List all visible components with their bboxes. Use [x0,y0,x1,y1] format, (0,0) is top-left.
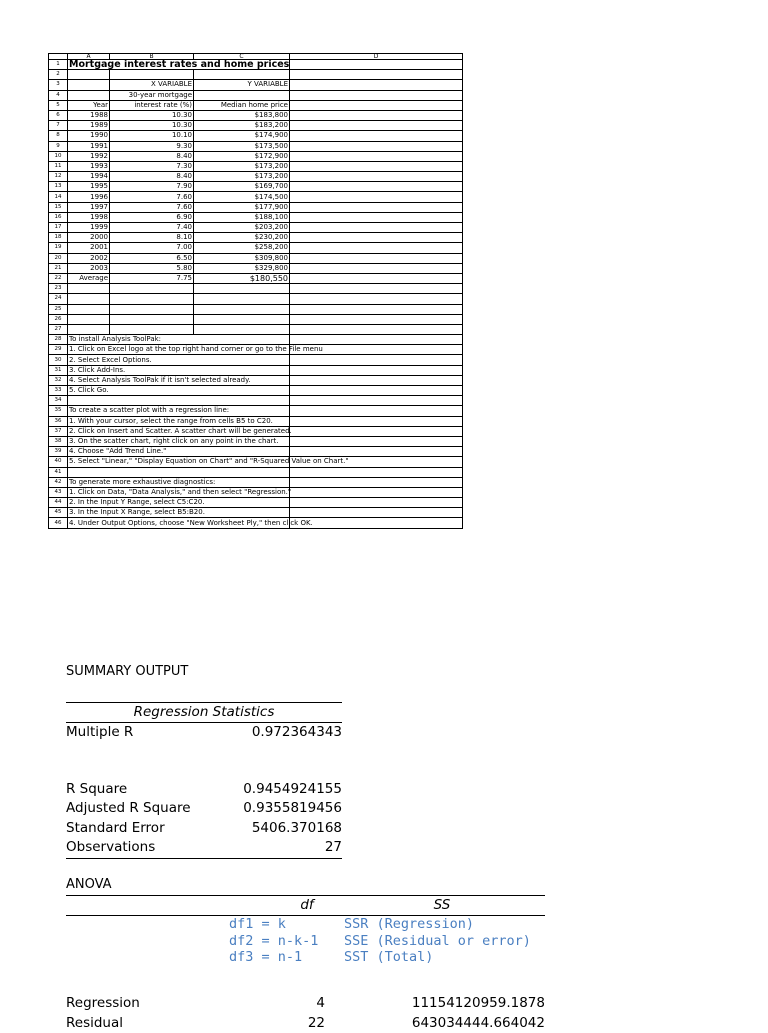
cell[interactable] [110,314,194,324]
instruction-row [49,335,463,345]
cell[interactable] [290,80,463,90]
price-cell[interactable]: $172,900 [194,151,290,161]
instruction-row [49,508,463,518]
cell[interactable] [194,284,290,294]
x-variable-label[interactable]: X VARIABLE [110,80,194,90]
cell[interactable] [290,314,463,324]
row-number: 43 [49,487,68,497]
sheet-row [49,324,463,334]
cell[interactable] [68,314,110,324]
row-number: 13 [49,182,68,192]
rate-cell[interactable]: 9.30 [110,141,194,151]
rate-cell[interactable]: 10.10 [110,131,194,141]
data-row [49,202,463,212]
cell[interactable] [194,294,290,304]
cell[interactable] [290,447,463,457]
row-number: 44 [49,498,68,508]
data-row [49,161,463,171]
cell[interactable] [290,263,463,273]
price-cell[interactable]: $173,200 [194,172,290,182]
cell[interactable] [290,202,463,212]
cell[interactable] [290,151,463,161]
stat-row-r-square [66,780,342,800]
row-number: 4 [49,90,68,100]
stat-label: Multiple R [66,724,134,740]
instruction-row [49,467,463,477]
column-header-b[interactable]: B [110,54,194,60]
average-row [49,273,463,283]
row-number: 1 [49,60,68,70]
instruction-text[interactable]: To create a scatter plot with a regression line: [68,406,290,416]
data-row [49,131,463,141]
cell[interactable] [110,284,194,294]
legend-ss: SST (Total) [344,949,434,965]
rate-cell[interactable]: 7.90 [110,182,194,192]
cell[interactable] [290,273,463,283]
instruction-row [49,436,463,446]
rate-cell[interactable]: 8.10 [110,233,194,243]
instruction-row [49,477,463,487]
price-cell[interactable]: $203,200 [194,223,290,233]
instruction-text[interactable]: 1. With your cursor, select the range from cells B5 to C20. [68,416,290,426]
rate-cell[interactable]: 7.60 [110,192,194,202]
column-header-a[interactable]: A [68,54,110,60]
cell[interactable] [290,365,463,375]
sheet-row [49,304,463,314]
row-number: 37 [49,426,68,436]
cell[interactable] [194,90,290,100]
row-number: 11 [49,161,68,171]
spacer [66,743,342,780]
cell[interactable] [68,324,110,334]
instruction-text[interactable]: To install Analysis ToolPak: [68,335,290,345]
rate-cell[interactable]: 7.00 [110,243,194,253]
price-cell[interactable]: $183,200 [194,121,290,131]
data-row [49,253,463,263]
y-variable-label[interactable]: Y VARIABLE [194,80,290,90]
regression-statistics-header: Regression Statistics [66,702,342,723]
legend-df: df1 = k [229,916,286,932]
cell[interactable] [290,498,463,508]
anova-row-label: Residual [66,1014,124,1031]
cell[interactable] [290,518,463,528]
row-number: 14 [49,192,68,202]
legend-df: df3 = n-1 [229,949,303,965]
data-row [49,182,463,192]
cell[interactable] [290,406,463,416]
stat-row-observations [66,838,342,859]
stat-value: 0.9454924155 [243,780,342,797]
anova-row-df: 4 [316,994,325,1011]
price-cell[interactable]: $173,200 [194,161,290,171]
row-number: 20 [49,253,68,263]
year-cell[interactable]: 2002 [68,253,110,263]
row-number: 46 [49,518,68,528]
instruction-row [49,406,463,416]
instruction-text[interactable]: 1. Click on Data, "Data Analysis," and then select "Regression." [69,487,292,496]
row-number: 7 [49,121,68,131]
anova-row-regression [66,993,545,1013]
sheet-title[interactable]: Mortgage interest rates and home prices [69,59,290,71]
price-header[interactable]: Median home price [194,100,290,110]
data-row [49,141,463,151]
rate-header-line2[interactable]: interest rate (%) [110,100,194,110]
year-cell[interactable]: 1989 [68,121,110,131]
data-row [49,212,463,222]
data-row [49,172,463,182]
instruction-row [49,365,463,375]
row-number: 22 [49,273,68,283]
legend-ss: SSR (Regression) [344,916,475,932]
stat-row-adjusted-r-square [66,799,342,819]
average-price[interactable]: $180,550 [194,273,290,283]
instruction-row [49,457,463,467]
data-row [49,121,463,131]
row-number: 40 [49,457,68,467]
spreadsheet-grid [48,53,463,529]
instruction-text[interactable]: 5. Select "Linear," "Display Equation on Chart" and "R-Squared Value on Chart." [69,457,349,466]
year-cell[interactable]: 1999 [68,223,110,233]
instruction-text[interactable]: 1. Click on Excel logo at the top right hand corner or go to the File menu [69,345,323,354]
instruction-text[interactable]: 2. Select Excel Options. [68,355,290,365]
anova-row-ss: 643034444.664042 [411,1014,545,1031]
data-row [49,243,463,253]
cell[interactable] [290,70,463,80]
anova-table [66,895,545,1033]
row-number: 29 [49,345,68,355]
year-cell[interactable]: 2000 [68,233,110,243]
cell[interactable] [68,90,110,100]
cell[interactable] [290,294,463,304]
sheet-row [49,314,463,324]
cell[interactable] [290,436,463,446]
legend-df: df2 = n-k-1 [229,932,319,949]
cell[interactable] [110,324,194,334]
price-cell[interactable]: $188,100 [194,212,290,222]
instruction-row [49,375,463,385]
data-row [49,233,463,243]
price-cell[interactable]: $258,200 [194,243,290,253]
row-number: 16 [49,212,68,222]
cell[interactable] [194,304,290,314]
price-cell[interactable]: $230,200 [194,233,290,243]
row-number: 23 [49,284,68,294]
rate-cell[interactable]: 7.60 [110,202,194,212]
stat-label: Adjusted R Square [66,800,191,816]
legend-row [66,949,545,966]
cell[interactable] [290,192,463,202]
cell[interactable] [290,223,463,233]
cell[interactable] [290,375,463,385]
stat-value: 0.9355819456 [243,800,342,816]
sheet-row [49,100,463,110]
cell[interactable] [290,284,463,294]
instruction-row [49,416,463,426]
cell[interactable] [290,60,463,70]
row-number: 5 [49,100,68,110]
row-number: 10 [49,151,68,161]
instruction-text[interactable]: 2. In the Input Y Range, select C5:C20. [68,498,290,508]
year-cell[interactable]: 1997 [68,202,110,212]
year-cell[interactable]: 1998 [68,212,110,222]
instruction-text[interactable]: 4. Under Output Options, choose "New Worksheet Ply," then click OK. [69,518,313,527]
legend-row [66,916,545,933]
cell[interactable] [110,294,194,304]
cell[interactable] [290,467,463,477]
year-header[interactable]: Year [68,100,110,110]
price-cell[interactable]: $177,900 [194,202,290,212]
data-row [49,223,463,233]
cell[interactable] [290,335,463,345]
average-label[interactable]: Average [68,273,110,283]
row-number: 8 [49,131,68,141]
row-number: 30 [49,355,68,365]
stat-row-multiple-r [66,723,342,743]
data-row [49,192,463,202]
row-number: 41 [49,467,68,477]
row-number: 36 [49,416,68,426]
cell[interactable] [290,487,463,497]
row-number: 6 [49,110,68,120]
rate-cell[interactable]: 6.90 [110,212,194,222]
instruction-text[interactable]: 4. Select Analysis ToolPak if it isn't selected already. [68,375,290,385]
cell[interactable] [290,253,463,263]
cell[interactable] [290,182,463,192]
row-number: 38 [49,436,68,446]
anova-header [66,895,545,916]
instruction-row [49,447,463,457]
df-header: df [300,897,314,913]
rate-cell[interactable]: 10.30 [110,110,194,120]
instruction-row [49,355,463,365]
row-number: 32 [49,375,68,385]
row-number: 15 [49,202,68,212]
cell[interactable] [290,233,463,243]
row-number: 12 [49,172,68,182]
row-number: 26 [49,314,68,324]
spreadsheet [48,53,462,529]
row-number: 42 [49,477,68,487]
row-number: 34 [49,396,68,406]
year-cell[interactable]: 1996 [68,192,110,202]
spreadsheet-body [49,60,463,529]
year-cell[interactable]: 1993 [68,161,110,171]
rate-cell[interactable]: 8.40 [110,172,194,182]
year-cell[interactable]: 1995 [68,182,110,192]
cell[interactable] [110,70,194,80]
data-row [49,151,463,161]
year-cell[interactable]: 1994 [68,172,110,182]
sheet-row [49,80,463,90]
cell[interactable] [290,396,463,406]
sheet-row [49,60,463,70]
cell[interactable] [194,314,290,324]
cell[interactable] [290,243,463,253]
instruction-text[interactable] [68,396,290,406]
row-number: 24 [49,294,68,304]
row-number: 18 [49,233,68,243]
year-cell[interactable]: 1991 [68,141,110,151]
average-rate[interactable]: 7.75 [110,273,194,283]
cell[interactable] [290,355,463,365]
regression-statistics-table [66,702,342,859]
cell[interactable] [290,386,463,396]
year-cell[interactable]: 1992 [68,151,110,161]
rate-cell[interactable]: 8.40 [110,151,194,161]
row-number: 45 [49,508,68,518]
rate-cell[interactable]: 7.30 [110,161,194,171]
data-row [49,110,463,120]
price-cell[interactable]: $174,500 [194,192,290,202]
rate-cell[interactable]: 5.80 [110,263,194,273]
cell[interactable] [290,426,463,436]
cell[interactable] [194,70,290,80]
year-cell[interactable]: 2003 [68,263,110,273]
price-cell[interactable]: $169,700 [194,182,290,192]
summary-output-title: SUMMARY OUTPUT [66,664,189,679]
instruction-row [49,426,463,436]
sheet-row [49,284,463,294]
stat-label: R Square [66,780,128,797]
sheet-row [49,90,463,100]
cell[interactable] [290,477,463,487]
year-cell[interactable]: 2001 [68,243,110,253]
instruction-text[interactable]: 3. Click Add-Ins. [68,365,290,375]
spacer [66,966,545,993]
stat-value: 27 [324,839,342,855]
row-number: 25 [49,304,68,314]
row-number: 9 [49,141,68,151]
instruction-text[interactable] [68,467,290,477]
price-cell[interactable]: $174,900 [194,131,290,141]
cell[interactable] [110,304,194,314]
stat-label: Observations [66,839,156,855]
cell[interactable] [290,416,463,426]
price-cell[interactable]: $329,800 [194,263,290,273]
cell[interactable] [290,324,463,334]
sheet-row [49,294,463,304]
anova-row-df: 22 [307,1014,325,1031]
cell[interactable] [290,304,463,314]
cell[interactable] [68,80,110,90]
cell[interactable] [290,212,463,222]
rate-cell[interactable]: 10.30 [110,121,194,131]
stat-value: 5406.370168 [251,819,342,836]
row-number: 39 [49,447,68,457]
instruction-text[interactable]: To generate more exhaustive diagnostics: [68,477,290,487]
cell[interactable] [290,141,463,151]
instruction-text[interactable]: 4. Choose "Add Trend Line." [68,447,290,457]
row-number: 27 [49,324,68,334]
stat-label: Standard Error [66,819,165,836]
anova-row-label: Regression [66,994,140,1011]
row-number: 28 [49,335,68,345]
instruction-row [49,396,463,406]
sheet-row [49,70,463,80]
rate-cell[interactable]: 7.40 [110,223,194,233]
instruction-row [49,487,463,497]
instruction-text[interactable]: 5. Click Go. [68,386,290,396]
instruction-row [49,386,463,396]
stat-row-standard-error [66,819,342,839]
cell[interactable] [290,100,463,110]
cell[interactable] [194,324,290,334]
cell[interactable] [290,131,463,141]
rate-header-line1[interactable]: 30-year mortgage [110,90,194,100]
cell[interactable] [290,90,463,100]
cell[interactable] [290,172,463,182]
anova-row-residual [66,1013,545,1033]
column-header-d[interactable]: D [290,54,463,60]
price-cell[interactable]: $309,800 [194,253,290,263]
rate-cell[interactable]: 6.50 [110,253,194,263]
year-cell[interactable]: 1988 [68,110,110,120]
column-header-c[interactable]: C [194,54,290,60]
cell[interactable] [68,70,110,80]
instruction-row [49,345,463,355]
price-cell[interactable]: $173,500 [194,141,290,151]
cell[interactable] [290,110,463,120]
cell[interactable] [68,284,110,294]
row-number: 33 [49,386,68,396]
cell[interactable] [68,304,110,314]
legend-ss: SSE (Residual or error) [344,932,531,949]
instruction-row [49,498,463,508]
stat-value: 0.972364343 [251,724,342,740]
instruction-text[interactable]: 2. Click on Insert and Scatter. A scatter chart will be generated. [69,426,292,435]
instruction-text[interactable]: 3. In the Input X Range, select B5:B20. [68,508,290,518]
instruction-row [49,518,463,528]
anova-row-ss: 11154120959.1878 [411,994,545,1011]
price-cell[interactable]: $183,800 [194,110,290,120]
row-number: 17 [49,223,68,233]
cell[interactable] [290,161,463,171]
row-number: 35 [49,406,68,416]
row-number: 3 [49,80,68,90]
anova-title: ANOVA [66,877,112,892]
row-number: 21 [49,263,68,273]
cell[interactable] [290,508,463,518]
data-row [49,263,463,273]
cell[interactable] [68,294,110,304]
ss-header: SS [433,897,451,913]
instruction-text[interactable]: 3. On the scatter chart, right click on any point in the chart. [68,436,290,446]
row-number: 31 [49,365,68,375]
cell[interactable] [290,121,463,131]
row-number: 2 [49,70,68,80]
year-cell[interactable]: 1990 [68,131,110,141]
row-number: 19 [49,243,68,253]
legend-row [66,933,545,950]
